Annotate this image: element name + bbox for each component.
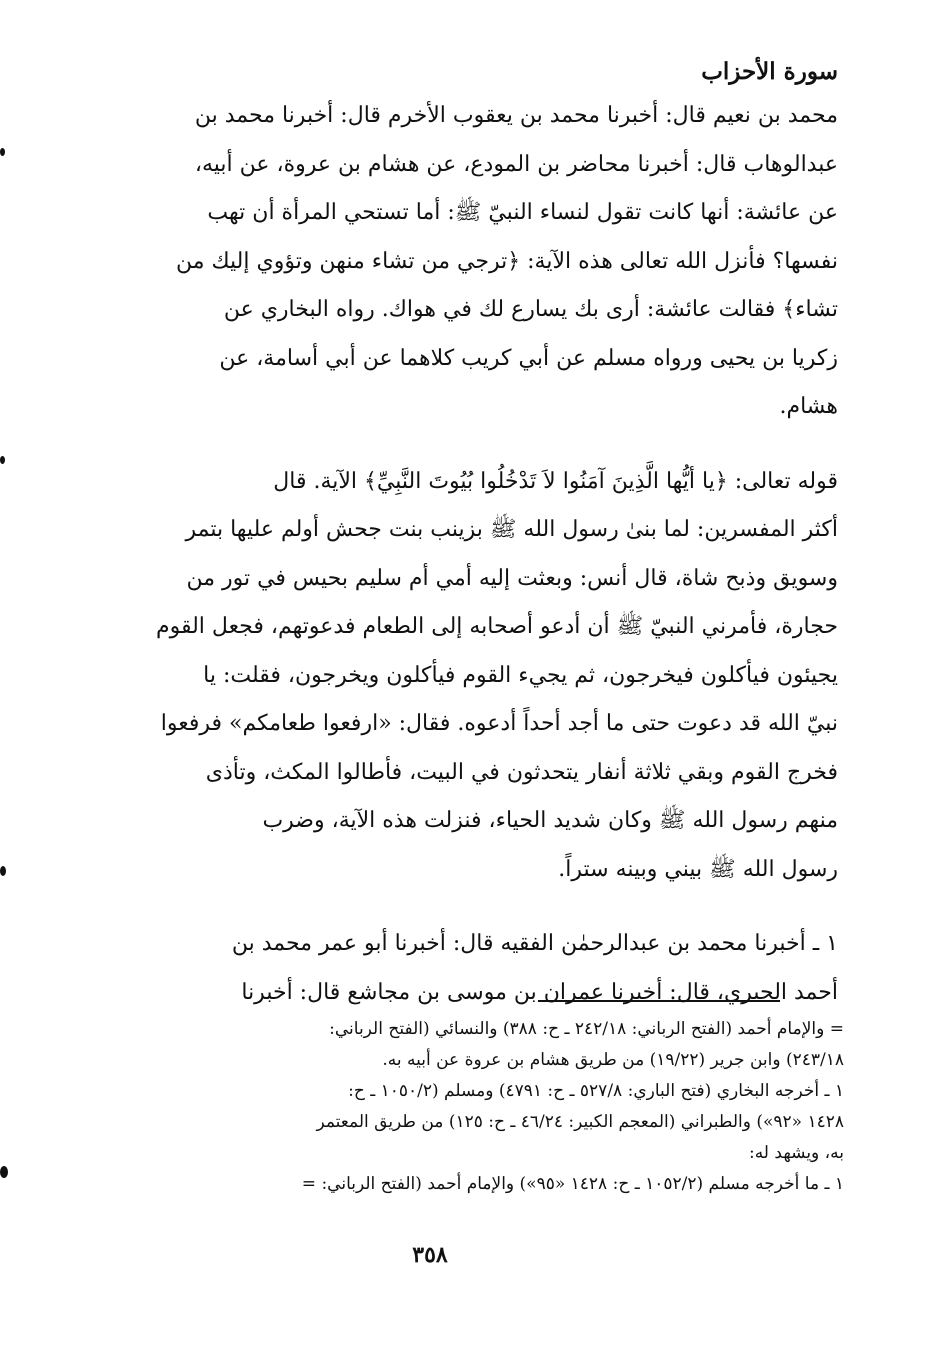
text-line: منهم رسول الله ﷺ وكان شديد الحياء، فنزلت هذه الآية، وضرب	[262, 808, 838, 833]
text-line: محمد بن نعيم قال: أخبرنا محمد بن يعقوب الأخرم قال: أخبرنا محمد بن	[194, 103, 838, 128]
text-line: فخرج القوم وبقي ثلاثة أنفار يتحدثون في البيت، فأطالوا المكث، وتأذى	[205, 759, 838, 785]
footnote-line: = والإمام أحمد (الفتح الرباني: ٢٤٢/١٨ ـ ح: ٣٨٨) والنسائي (الفتح الرباني:	[329, 1019, 844, 1039]
text-line: نبيّ الله قد دعوت حتى ما أجد أحداً أدعوه. فقال: «ارفعوا طعامكم» فرفعوا	[160, 711, 838, 736]
scan-speck	[0, 456, 5, 464]
text-line: زكريا بن يحيى ورواه مسلم عن أبي كريب كلاهما عن أبي أسامة، عن	[219, 345, 838, 371]
text-line: رسول الله ﷺ بيني وبينه ستراً.	[558, 856, 838, 882]
footnote-line: ١ ـ أخرجه البخاري (فتح الباري: ٥٢٧/٨ ـ ح: ٤٧٩١) ومسلم (١٠٥٠/٢ ـ ح:	[348, 1081, 844, 1101]
text-line: تشاء﴾ فقالت عائشة: أرى بك يسارع لك في هواك. رواه البخاري عن	[223, 297, 838, 322]
footnote-line: ١٤٢٨ «٩٢») والطبراني (المعجم الكبير: ٤٦/٢٤ ـ ح: ١٢٥) من طريق المعتمر	[316, 1112, 844, 1132]
footnote-line: به، ويشهد له:	[748, 1143, 844, 1163]
text-line: حجارة، فأمرني النبيّ ﷺ أن أدعو أصحابه إلى الطعام فدعوتهم، فجعل القوم	[155, 614, 838, 639]
text-line: وسويق وذبح شاة، قال أنس: وبعثت إليه أمي أم سليم بحيس في تور من	[186, 565, 838, 591]
text-line: هشام.	[779, 394, 838, 419]
paragraph-3	[138, 920, 838, 1017]
paragraph-2	[138, 458, 838, 895]
running-head: سورة الأحزاب	[701, 58, 838, 85]
scan-speck	[0, 148, 5, 156]
footnote-separator	[538, 1000, 780, 1002]
scan-speck	[0, 866, 6, 876]
footnotes	[126, 1014, 844, 1200]
text-line: نفسها؟ فأنزل الله تعالى هذه الآية: ﴿ترجي من تشاء منهن وتؤوي إليك من	[175, 248, 838, 274]
text-line: ١ ـ أخبرنا محمد بن عبدالرحمٰن الفقيه قال: أخبرنا أبو عمر محمد بن	[231, 931, 838, 956]
text-line: أحمد الحيري، قال: أخبرنا عمران بن موسى بن مجاشع قال: أخبرنا	[241, 979, 838, 1005]
scan-speck	[0, 1166, 8, 1178]
text-line: عن عائشة: أنها كانت تقول لنساء النبيّ ﷺ: أما تستحي المرأة أن تهب	[207, 200, 838, 225]
text-line: أكثر المفسرين: لما بنىٰ رسول الله ﷺ بزينب بنت جحش أولم عليها بتمر	[185, 517, 838, 542]
body-text	[138, 92, 838, 1017]
paragraph-1	[138, 92, 838, 432]
footnote-line: ١ ـ ما أخرجه مسلم (١٠٥٢/٢ ـ ح: ١٤٢٨ «٩٥») والإمام أحمد (الفتح الرباني: =	[301, 1174, 844, 1194]
page-number: ٣٥٨	[412, 1242, 448, 1268]
text-line: قوله تعالى: ﴿يا أيُّها الَّذِينَ آمَنُوا لاَ تَدْخُلُوا بُيُوتَ النَّبِيِّ﴾ الآية. قال	[273, 468, 838, 494]
text-line: يجيئون فيأكلون فيخرجون، ثم يجيء القوم فيأكلون ويخرجون، فقلت: يا	[203, 662, 838, 688]
footnote-line: ٢٤٣/١٨) وابن جرير (١٩/٢٢) من طريق هشام بن عروة عن أبيه به.	[382, 1050, 844, 1070]
text-line: عبدالوهاب قال: أخبرنا محاضر بن المودع، عن هشام بن عروة، عن أبيه،	[194, 151, 838, 177]
